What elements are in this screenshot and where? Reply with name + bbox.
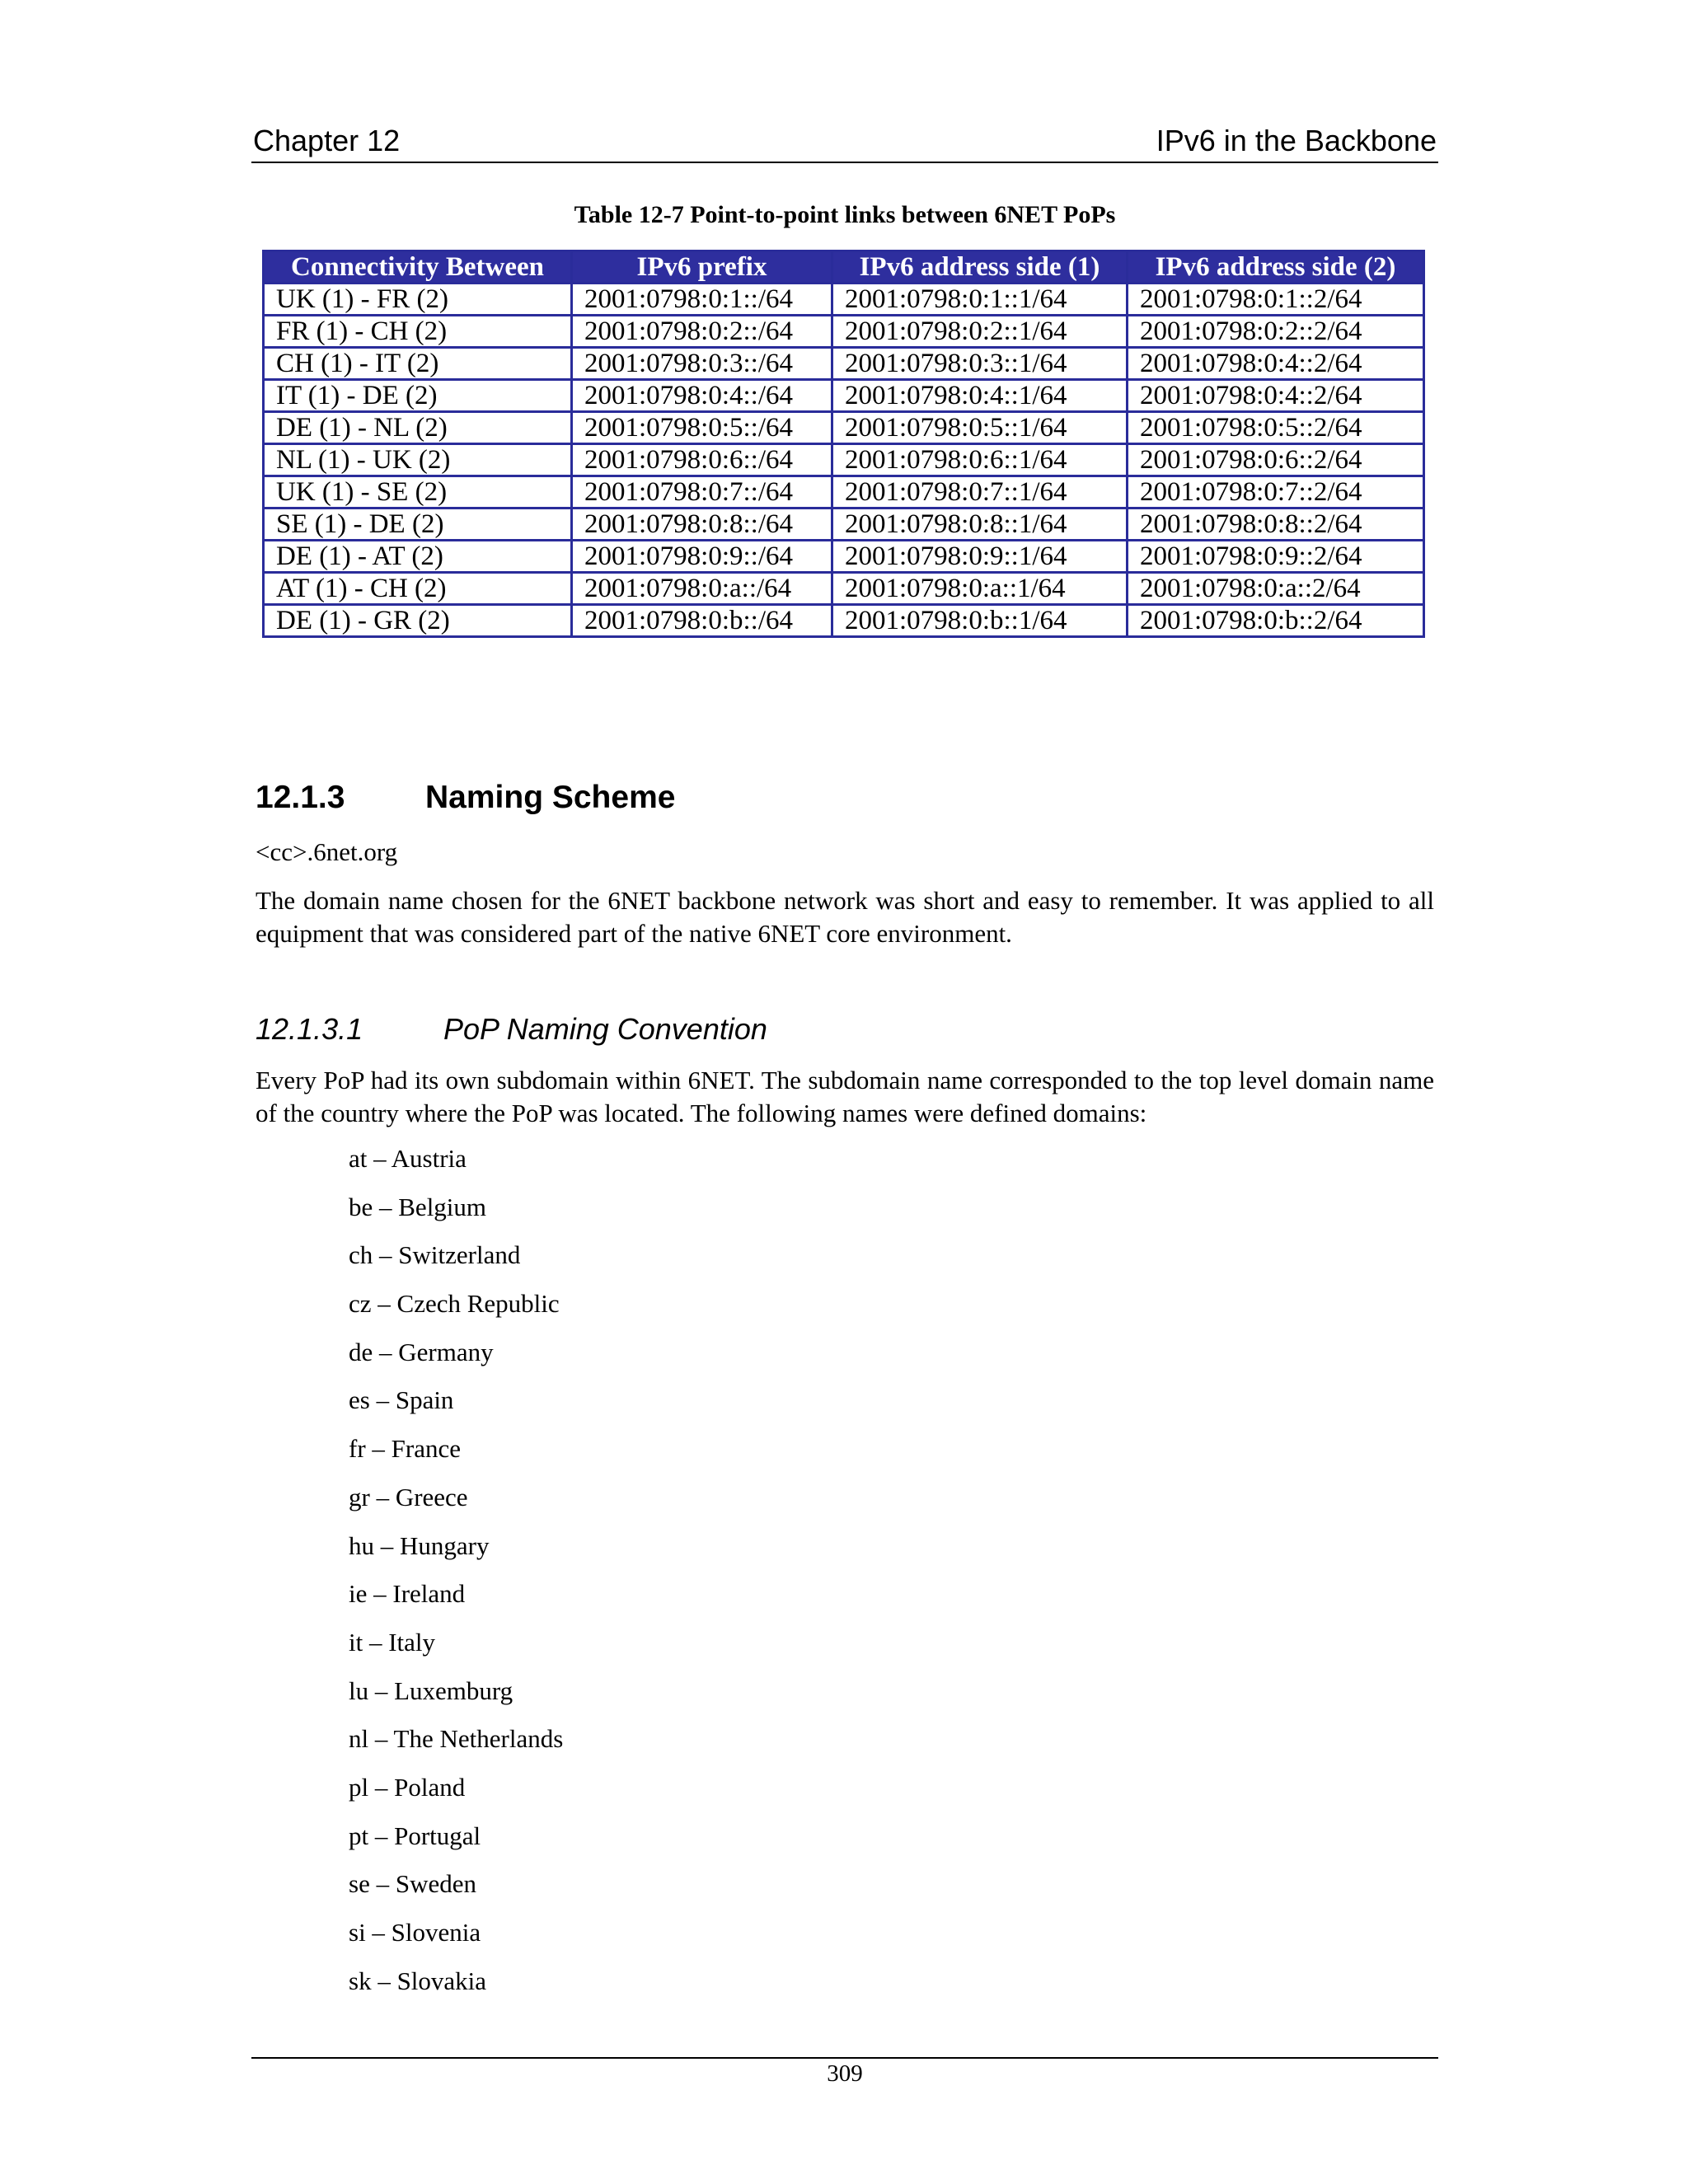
table-cell: 2001:0798:0:a::2/64 (1128, 573, 1424, 605)
column-header: IPv6 address side (1) (832, 251, 1128, 284)
list-item: es – Spain (349, 1385, 454, 1415)
table-cell: 2001:0798:0:a::1/64 (832, 573, 1128, 605)
table-cell: 2001:0798:0:b::1/64 (832, 605, 1128, 637)
section-title: Naming Scheme (425, 780, 676, 815)
footer-rule (251, 2057, 1438, 2059)
table-header-row (264, 251, 1424, 284)
list-item: cz – Czech Republic (349, 1289, 560, 1319)
table-row (264, 444, 1424, 476)
table-row (264, 573, 1424, 605)
list-item: at – Austria (349, 1144, 467, 1173)
list-item: ie – Ireland (349, 1579, 466, 1609)
list-item: de – Germany (349, 1337, 494, 1366)
table-cell: 2001:0798:0:8::1/64 (832, 509, 1128, 541)
table-row (264, 509, 1424, 541)
subsection-number: 12.1.3.1 (256, 1012, 363, 1046)
table-cell: 2001:0798:0:7::1/64 (832, 476, 1128, 509)
section-number: 12.1.3 (256, 780, 345, 815)
list-item: hu – Hungary (349, 1530, 490, 1560)
table-cell: 2001:0798:0:b::/64 (572, 605, 832, 637)
table-cell: 2001:0798:0:5::1/64 (832, 412, 1128, 444)
domain-pattern: <cc>.6net.org (256, 837, 398, 866)
column-header: Connectivity Between (264, 251, 572, 284)
table-cell: 2001:0798:0:4::2/64 (1128, 380, 1424, 412)
subsection-title: PoP Naming Convention (443, 1012, 767, 1046)
table-cell: DE (1) - GR (2) (264, 605, 572, 637)
list-item: si – Slovenia (349, 1918, 481, 1947)
table-row (264, 412, 1424, 444)
list-item: be – Belgium (349, 1192, 487, 1221)
table-cell: 2001:0798:0:9::/64 (572, 541, 832, 573)
table-cell: NL (1) - UK (2) (264, 444, 572, 476)
table-cell: CH (1) - IT (2) (264, 348, 572, 380)
table-cell: 2001:0798:0:5::2/64 (1128, 412, 1424, 444)
table-cell: 2001:0798:0:2::1/64 (832, 316, 1128, 348)
table-cell: 2001:0798:0:1::/64 (572, 284, 832, 316)
table-cell: 2001:0798:0:1::2/64 (1128, 284, 1424, 316)
column-header: IPv6 prefix (572, 251, 832, 284)
table-row (264, 541, 1424, 573)
links-table (262, 250, 1425, 638)
table-cell: 2001:0798:0:5::/64 (572, 412, 832, 444)
table-cell: 2001:0798:0:8::2/64 (1128, 509, 1424, 541)
subsection-paragraph: Every PoP had its own subdomain within 6NET. The subdomain name corresponded to the top level domain name of the country where the PoP was located. The following names were defined domains: (256, 1066, 1434, 1127)
table-cell: DE (1) - AT (2) (264, 541, 572, 573)
list-item: se – Sweden (349, 1869, 476, 1899)
table-cell: 2001:0798:0:7::/64 (572, 476, 832, 509)
table-cell: 2001:0798:0:a::/64 (572, 573, 832, 605)
table-cell: UK (1) - FR (2) (264, 284, 572, 316)
table-row (264, 348, 1424, 380)
list-item: it – Italy (349, 1627, 436, 1657)
table-row (264, 476, 1424, 509)
page-header (251, 120, 1438, 163)
table-row (264, 316, 1424, 348)
list-item: fr – France (349, 1434, 461, 1464)
table-body (264, 284, 1424, 637)
table-cell: 2001:0798:0:9::2/64 (1128, 541, 1424, 573)
table-cell: 2001:0798:0:b::2/64 (1128, 605, 1424, 637)
section-paragraph: The domain name chosen for the 6NET backbone network was short and easy to remember. It was applied to all equipment that was considered part of the native 6NET core environment. (256, 886, 1434, 948)
table-cell: FR (1) - CH (2) (264, 316, 572, 348)
table-cell: 2001:0798:0:4::2/64 (1128, 348, 1424, 380)
table-cell: 2001:0798:0:8::/64 (572, 509, 832, 541)
table-cell: 2001:0798:0:6::2/64 (1128, 444, 1424, 476)
table-row (264, 605, 1424, 637)
table-cell: 2001:0798:0:2::/64 (572, 316, 832, 348)
table-row (264, 380, 1424, 412)
column-header: IPv6 address side (2) (1128, 251, 1424, 284)
table-cell: DE (1) - NL (2) (264, 412, 572, 444)
list-item: pl – Poland (349, 1772, 466, 1802)
table-cell: 2001:0798:0:6::/64 (572, 444, 832, 476)
table-cell: 2001:0798:0:9::1/64 (832, 541, 1128, 573)
table-caption: Table 12-7 Point-to-point links between 6NET PoPs (574, 201, 1116, 228)
list-item: nl – The Netherlands (349, 1724, 564, 1754)
table-cell: 2001:0798:0:2::2/64 (1128, 316, 1424, 348)
chapter-title: IPv6 in the Backbone (1156, 124, 1437, 157)
table-cell: 2001:0798:0:4::/64 (572, 380, 832, 412)
table-cell: IT (1) - DE (2) (264, 380, 572, 412)
domain-list (349, 1144, 563, 2014)
list-item: lu – Luxemburg (349, 1675, 513, 1705)
table-cell: AT (1) - CH (2) (264, 573, 572, 605)
chapter-label: Chapter 12 (253, 124, 401, 157)
table-cell: UK (1) - SE (2) (264, 476, 572, 509)
table-cell: SE (1) - DE (2) (264, 509, 572, 541)
table-row (264, 284, 1424, 316)
table-cell: 2001:0798:0:4::1/64 (832, 380, 1128, 412)
list-item: gr – Greece (349, 1482, 468, 1511)
table-cell: 2001:0798:0:6::1/64 (832, 444, 1128, 476)
list-item: pt – Portugal (349, 1821, 481, 1850)
list-item: sk – Slovakia (349, 1966, 487, 1995)
table-cell: 2001:0798:0:3::1/64 (832, 348, 1128, 380)
page-number: 309 (827, 2060, 863, 2087)
table-cell: 2001:0798:0:1::1/64 (832, 284, 1128, 316)
table-cell: 2001:0798:0:3::/64 (572, 348, 832, 380)
section-heading (256, 780, 675, 816)
subsection-heading (256, 1012, 767, 1047)
table-cell: 2001:0798:0:7::2/64 (1128, 476, 1424, 509)
list-item: ch – Switzerland (349, 1240, 521, 1270)
